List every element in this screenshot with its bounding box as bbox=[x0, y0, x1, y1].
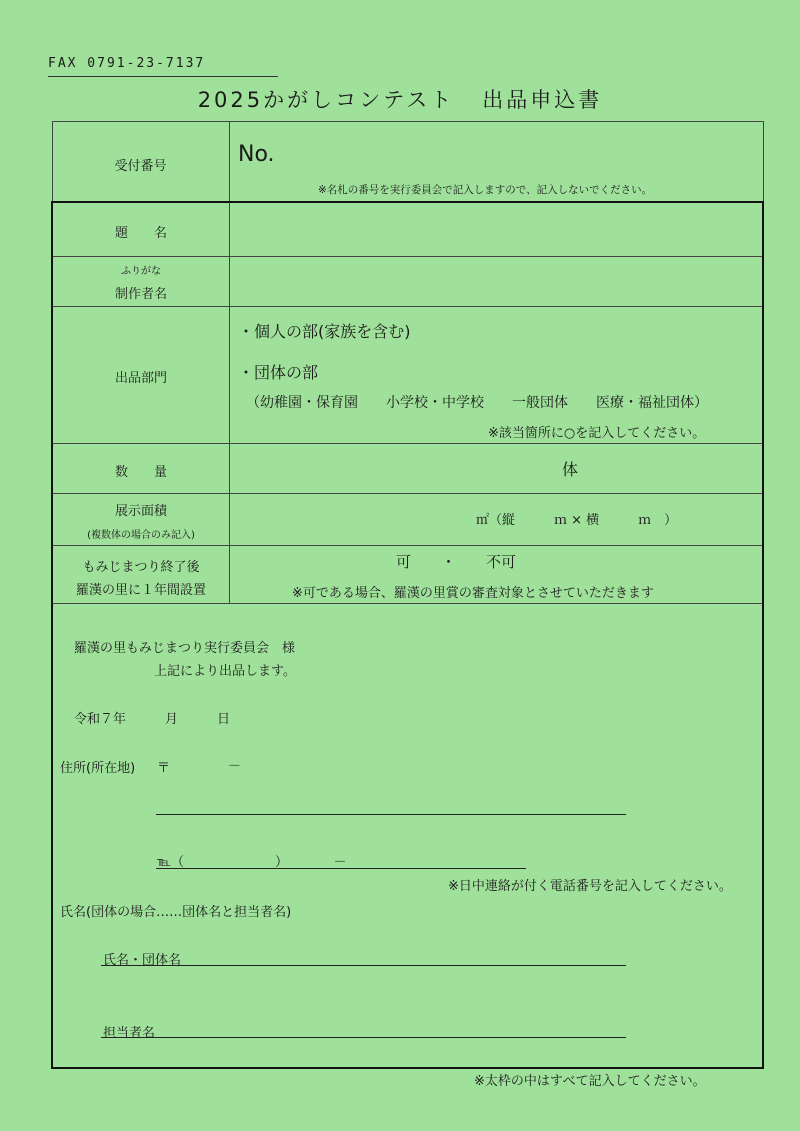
form-title bbox=[0, 84, 800, 114]
name-heading: 氏名(団体の場合……団体名と担当者名) bbox=[60, 905, 292, 920]
footer-note: ※太枠の中はすべて記入してください。 bbox=[474, 1074, 706, 1089]
quantity-label: 数 量 bbox=[114, 465, 167, 480]
postal-mark: 〒 bbox=[157, 761, 171, 776]
creator-furigana-label: ふりがな bbox=[121, 266, 161, 277]
address-label: 住所(所在地) bbox=[60, 761, 136, 776]
tel-line bbox=[156, 868, 526, 869]
title-field[interactable] bbox=[230, 204, 760, 255]
fax-number: FAX 0791-23-7137 bbox=[48, 54, 278, 77]
category-group-option[interactable]: ・団体の部 bbox=[238, 363, 319, 382]
area-label: 展示面積 bbox=[114, 504, 167, 519]
category-note: ※該当箇所に○を記入してください。 bbox=[488, 426, 706, 441]
person-line[interactable] bbox=[101, 1037, 626, 1038]
install-label-1: もみじまつり終了後 bbox=[82, 560, 200, 575]
form-title-sub: 出品申込書 bbox=[482, 88, 603, 112]
category-group-types[interactable]: （幼稚園・保育園 小学校・中学校 一般団体 医療・福祉団体） bbox=[246, 395, 708, 411]
install-options[interactable]: 可 ・ 不可 bbox=[396, 553, 517, 571]
date-field[interactable]: 令和７年 月 日 bbox=[74, 712, 231, 727]
install-label-2: 羅漢の里に１年間設置 bbox=[75, 583, 206, 598]
row-line bbox=[53, 545, 762, 546]
name-line[interactable] bbox=[101, 965, 626, 966]
row-line bbox=[53, 603, 762, 604]
addressee: 羅漢の里もみじまつり実行委員会 様 bbox=[74, 641, 296, 656]
statement: 上記により出品します。 bbox=[154, 664, 296, 679]
category-individual-option[interactable]: ・個人の部(家族を含む) bbox=[238, 322, 411, 341]
receipt-divider bbox=[229, 121, 230, 203]
form-title-main: 2025かがしコンテスト bbox=[197, 88, 455, 112]
receipt-note: ※名札の番号を実行委員会で記入しますので、記入しないでください。 bbox=[318, 184, 653, 196]
row-line bbox=[53, 493, 762, 494]
creator-label: 制作者名 bbox=[114, 287, 167, 302]
quantity-unit: 体 bbox=[562, 460, 579, 479]
tel-field[interactable]: ℡（ ） － bbox=[157, 855, 347, 870]
area-sublabel: (複数体の場合のみ記入) bbox=[87, 530, 195, 541]
address-line[interactable] bbox=[156, 814, 626, 815]
name-label: 氏名・団体名 bbox=[103, 953, 182, 968]
quantity-field[interactable] bbox=[230, 444, 550, 492]
creator-field[interactable] bbox=[230, 257, 760, 305]
postal-dash: － bbox=[228, 759, 242, 774]
tel-note: ※日中連絡が付く電話番号を記入してください。 bbox=[448, 879, 732, 894]
area-dimensions-field[interactable]: ㎡（縦 ｍ × 横 ｍ ） bbox=[476, 513, 678, 528]
install-note: ※可である場合、羅漢の里賞の審査対象とさせていただきます bbox=[292, 586, 654, 601]
person-label: 担当者名 bbox=[103, 1026, 156, 1041]
category-label: 出品部門 bbox=[114, 371, 167, 386]
row-line bbox=[53, 306, 762, 307]
receipt-label: 受付番号 bbox=[114, 159, 167, 174]
receipt-number-field[interactable]: No. bbox=[238, 142, 275, 167]
title-label: 題 名 bbox=[114, 226, 167, 241]
